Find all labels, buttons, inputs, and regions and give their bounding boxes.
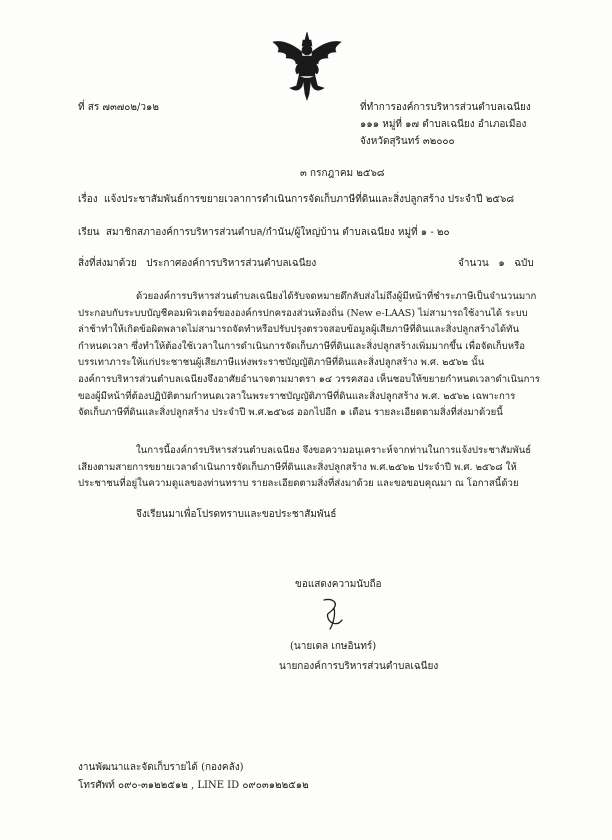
footer-contact: โทรศัพท์ ๐๙๐-๓๑๒๒๕๑๒ , LINE ID ๐๙๐๓๑๒๒๕๑๒: [78, 780, 309, 791]
paragraph-line: จัดเก็บภาษีที่ดินและสิ่งปลูกสร้าง ประจำปี พ.ศ.๒๕๖๘ ออกไปอีก ๑ เดือน รายละเอียดตามสิ่งที่ส่งมาด้วยนี้: [78, 407, 503, 419]
office-province: จังหวัดสุรินทร์ ๓๒๐๐๐: [360, 136, 455, 147]
enclosure-count-label: จำนวน: [458, 258, 489, 269]
paragraph-line: บรรเทาภาระให้แก่ประชาชนผู้เสียภาษีแห่งพระราชบัญญัติภาษีที่ดินและสิ่งปลูกสร้าง พ.ศ. ๒๕๖๒ นั้น: [78, 357, 485, 369]
paragraph-line: ประกอบกับระบบบัญชีคอมพิวเตอร์ขององค์กรปกครองส่วนท้องถิ่น (New e-LAAS) ไม่สามารถใช้งานได้ ระบบ: [78, 307, 528, 319]
handwritten-signature: [318, 596, 348, 630]
recipient-label: เรียน: [78, 227, 100, 238]
salutation: ขอแสดงความนับถือ: [295, 579, 382, 590]
recipient-line: [78, 226, 450, 240]
enclosure-count: [458, 257, 534, 271]
signatory-name: (นายเดล เกษอินทร์): [290, 641, 377, 652]
paragraph-line: ประชาชนที่อยู่ในความดูแลของท่านทราบ รายละเอียดตามสิ่งที่ส่งมาด้วย และขอขอบคุณมา ณ โอกาสนี้ด้วย: [78, 478, 519, 490]
body-paragraph-2: [78, 443, 588, 493]
footer-department: งานพัฒนาและจัดเก็บรายได้ (กองคลัง): [78, 762, 244, 773]
subject-text: แจ้งประชาสัมพันธ์การขยายเวลาการดำเนินการจัดเก็บภาษีที่ดินและสิ่งปลูกสร้าง ประจำปี ๒๕๖๘: [104, 194, 515, 205]
body-paragraph-1: [78, 289, 588, 422]
office-name: ที่ทำการองค์การบริหารส่วนตำบลเฉนียง: [360, 102, 531, 113]
closing-line: จึงเรียนมาเพื่อโปรดทราบและขอประชาสัมพันธ์: [136, 509, 337, 520]
signatory-position: นายกองค์การบริหารส่วนตำบลเฉนียง: [279, 661, 439, 672]
paragraph-line: ของผู้มีหน้าที่ต้องปฏิบัติตามกำหนดเวลาในพระราชบัญญัติภาษีที่ดินและสิ่งปลูกสร้าง พ.ศ. ๒๕๖๒ เฉพาะการ: [78, 390, 516, 402]
paragraph-line: ล่าช้าทำให้เกิดข้อผิดพลาดไม่สามารถจัดทำหรือปรับปรุงตรวจสอบข้อมูลผู้เสียภาษีที่ดินและสิ่งปลูกสร้างได้ทัน: [78, 324, 520, 336]
letter-date: ๓ กรกฎาคม ๒๕๖๘: [300, 168, 385, 179]
paragraph-line: เสียงตามสายการขยายเวลาดำเนินการจัดเก็บภาษีที่ดินและสิ่งปลูกสร้าง พ.ศ.๒๕๖๒ ประจำปี พ.ศ. ๒๕๖๘ ให้: [78, 461, 517, 473]
enclosure-label: สิ่งที่ส่งมาด้วย: [78, 258, 137, 269]
subject-label: เรื่อง: [78, 194, 98, 205]
office-address: ๑๑๑ หมู่ที่ ๑๗ ตำบลเฉนียง อำเภอเมือง: [360, 119, 527, 130]
enclosure-line: [78, 257, 316, 271]
subject-line: [78, 193, 514, 207]
paragraph-line: ด้วยองค์การบริหารส่วนตำบลเฉนียงได้รับจดหมายดึกลับส่งไม่ถึงผู้มีหน้าที่ชำระภาษีเป็นจำนวนมาก: [136, 291, 537, 302]
recipient-text: สมาชิกสภาองค์การบริหารส่วนตำบล/กำนัน/ผู้ใหญ่บ้าน ตำบลเฉนียง หมู่ที่ ๑ - ๒๐: [105, 227, 450, 238]
paragraph-line: ในการนี้องค์การบริหารส่วนตำบลเฉนียง จึงขอความอนุเคราะห์จากท่านในการแจ้งประชาสัมพันธ์: [136, 445, 532, 456]
garuda-emblem-icon: [270, 30, 344, 106]
enclosure-count-value: ๑: [498, 258, 505, 269]
enclosure-unit: ฉบับ: [514, 258, 534, 269]
paragraph-line: องค์การบริหารส่วนตำบลเฉนียงจึงอาศัยอำนาจตามมาตรา ๑๔ วรรคสอง เห็นชอบให้ขยายกำหนดเวลาดำเนินการ: [78, 373, 540, 385]
paragraph-line: กำหนดเวลา ซึ่งทำให้ต้องใช้เวลาในการดำเนินการจัดเก็บภาษีที่ดินและสิ่งปลูกสร้างเพิ่มมากขึ้น เพื่อจัดเก็บหรือ: [78, 340, 525, 352]
enclosure-text: ประกาศองค์การบริหารส่วนตำบลเฉนียง: [146, 258, 317, 269]
document-number: ที่ สร ๗๓๗๐๒/ว๑๒: [78, 102, 159, 113]
